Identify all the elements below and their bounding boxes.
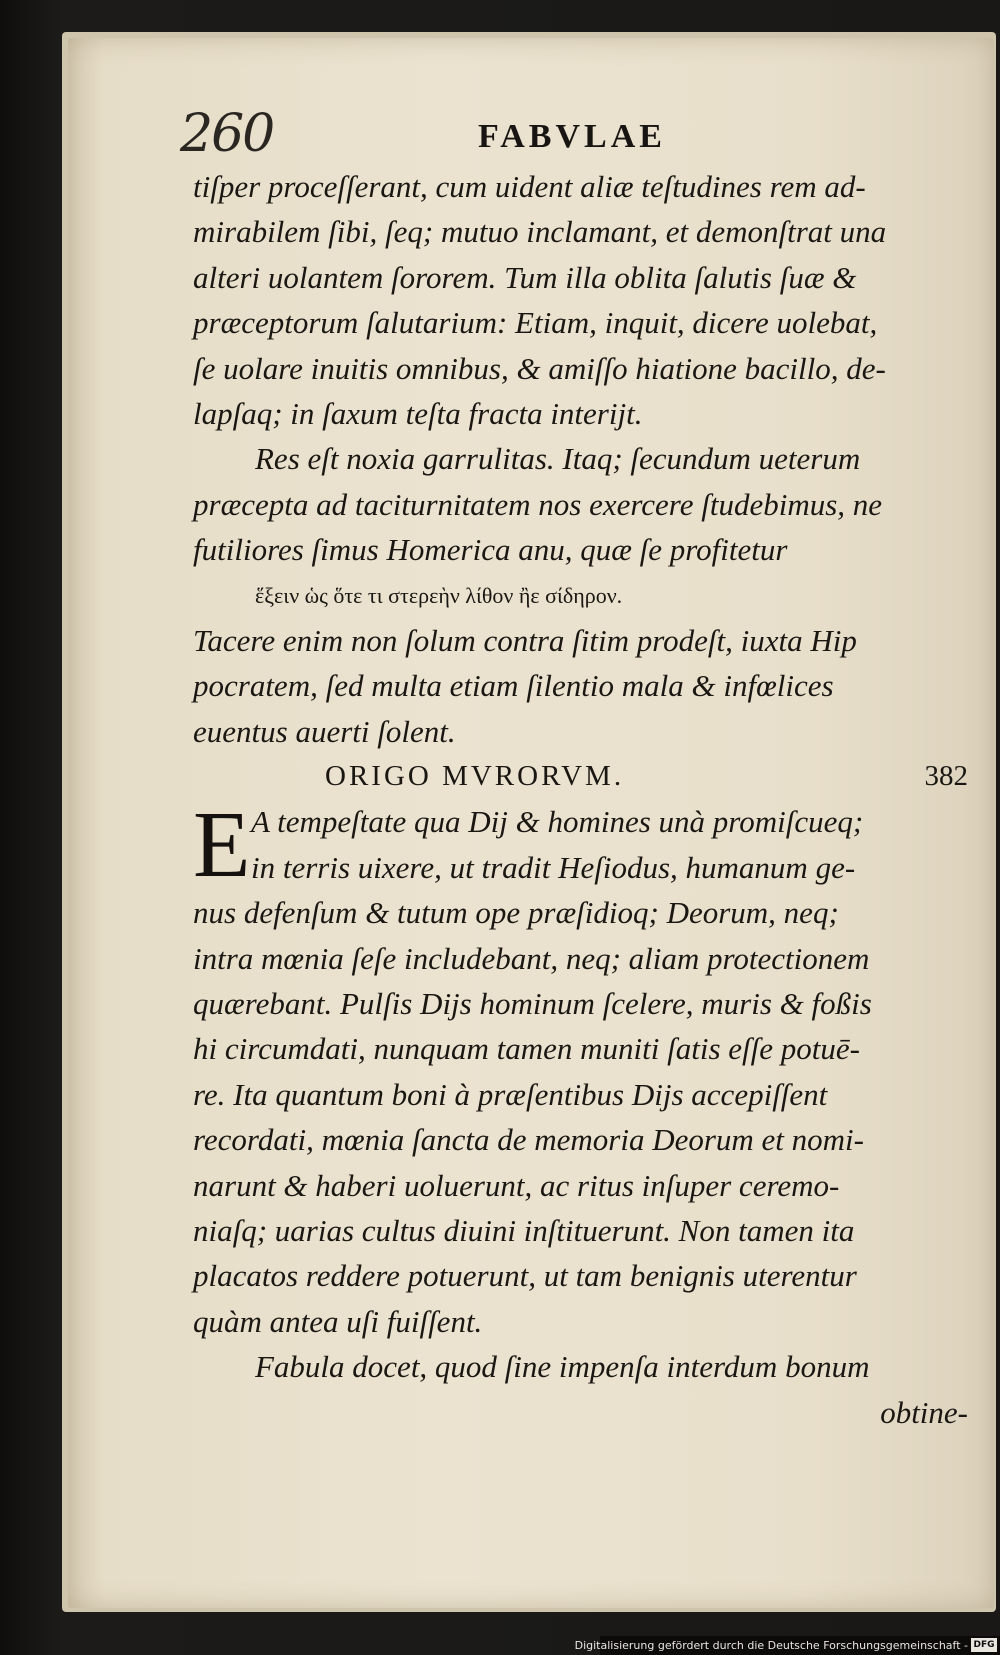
drop-cap: E xyxy=(193,793,251,898)
drop-cap-paragraph xyxy=(193,793,968,898)
text-line: quàm antea uſi fuiſſent. xyxy=(193,1303,483,1339)
running-head: FABVLAE xyxy=(478,118,666,155)
moral-line: præcepta ad taciturnitatem nos exercere ſtudebimus, ne xyxy=(193,486,883,522)
text-line: intra mœnia ſeſe includebant, neq; aliam protectionem xyxy=(193,940,870,976)
greek-quote: ἕξειν ὡς ὅτε τι στερεὴν λίθον ἢε σίδηρον. xyxy=(255,582,623,608)
text-line: A tempeſtate qua Dij & homines unà promiſcueq; xyxy=(251,804,864,840)
text-line: hi circumdati, nunquam tamen muniti ſatis eſſe potuē- xyxy=(193,1031,860,1067)
moral-line: Res eſt noxia garrulitas. Itaq; ſecundum ueterum xyxy=(255,441,861,477)
text-line: niaſq; uarias cultus diuini inſtituerunt. Non tamen ita xyxy=(193,1212,855,1248)
text-line: nus defenſum & tutum ope præſidioq; Deorum, neq; xyxy=(193,895,839,931)
text-line: ſe uolare inuitis omnibus, & amiſſo hiatione bacillo, de- xyxy=(193,350,886,386)
text-block xyxy=(193,164,968,1435)
moral-line: Fabula docet, quod ſine impenſa interdum bonum xyxy=(255,1349,870,1385)
text-line: narunt & haberi uoluerunt, ac ritus inſuper ceremo- xyxy=(193,1167,840,1203)
section-heading xyxy=(193,754,968,799)
text-line: recordati, mœnia ſancta de memoria Deorum et nomi- xyxy=(193,1122,864,1158)
text-line: mirabilem ſibi, ſeq; mutuo inclamant, et demonſtrat una xyxy=(193,214,887,250)
moral-line: futiliores ſimus Homerica anu, quæ ſe profitetur xyxy=(193,532,788,568)
page-number: 260 xyxy=(180,104,274,164)
dfg-logo: DFG xyxy=(971,1638,997,1652)
section-title: ORIGO MVRORVM. xyxy=(325,760,625,793)
closing-line: euentus auerti ſolent. xyxy=(193,713,456,749)
funding-credit: Digitalisierung gefördert durch die Deutsche Forschungsgemeinschaft - xyxy=(574,1639,968,1652)
catchword: obtine- xyxy=(880,1394,968,1430)
text-line: præceptorum ſalutarium: Etiam, inquit, dicere uolebat, xyxy=(193,305,878,341)
text-line: quærebant. Pulſis Dijs hominum ſcelere, muris & foßis xyxy=(193,986,872,1022)
text-line: re. Ita quantum boni à præſentibus Dijs accepiſſent xyxy=(193,1076,828,1112)
text-line: placatos reddere potuerunt, ut tam benignis uterentur xyxy=(193,1258,857,1294)
text-line: alteri uolantem ſororem. Tum illa oblita ſalutis ſuæ & xyxy=(193,259,857,295)
text-line: lapſaq; in ſaxum teſta fracta interijt. xyxy=(193,395,643,431)
text-line: in terris uixere, ut tradit Heſiodus, humanum ge- xyxy=(251,849,856,885)
fable-number: 382 xyxy=(924,760,968,793)
closing-line: Tacere enim non ſolum contra ſitim prodeſt, iuxta Hip xyxy=(193,622,857,658)
book-page xyxy=(68,38,994,1608)
closing-line: pocratem, ſed multa etiam ſilentio mala & infœlices xyxy=(193,668,834,704)
text-line: tiſper proceſſerant, cum uident aliæ teſtudines rem ad- xyxy=(193,169,866,204)
